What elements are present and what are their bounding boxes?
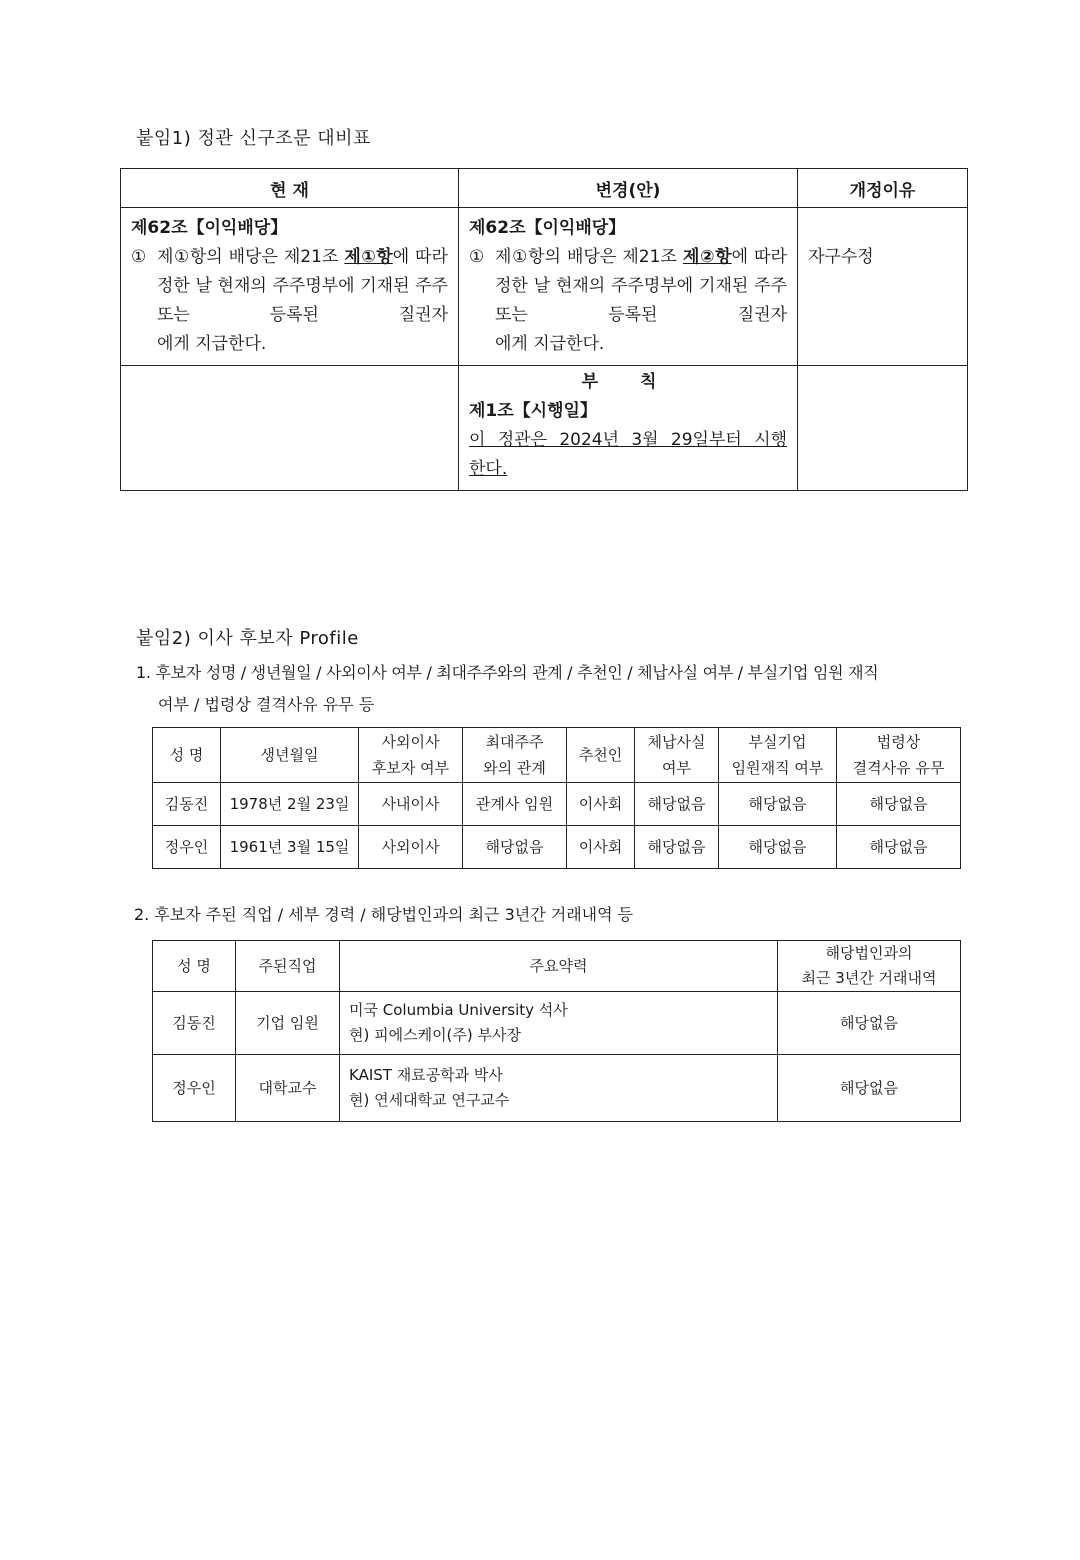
amended-para-text: 제①항의 배당은 제21조 제②항에 따라 정한 날 현재의 주주명부에 기재된 주주 또는 등록된 질권자 에게 지급한다. [495, 247, 787, 354]
cell-career: 미국 Columbia University 석사 현) 피에스케이(주) 부사장 [340, 992, 778, 1055]
col-header-tax-delinquency: 체납사실 여부 [635, 728, 719, 783]
candidate-career-table [152, 940, 961, 1122]
cell-name: 김동진 [153, 783, 221, 826]
attachment2-heading: 붙임2) 이사 후보자 Profile [136, 628, 359, 649]
header-current: 현 재 [121, 169, 459, 208]
item1-text-line1: 1. 후보자 성명 / 생년월일 / 사외이사 여부 / 최대주주와의 관계 / 추천인 / 체납사실 여부 / 부실기업 임원 재직 [136, 663, 879, 682]
cell-occupation: 기업 임원 [236, 992, 340, 1055]
cell-birthdate: 1961년 3월 15일 [221, 826, 359, 869]
cell-birthdate: 1978년 2월 23일 [221, 783, 359, 826]
current-article-title: 제62조【이익배당】 [131, 218, 288, 238]
candidate-profile-table [152, 727, 961, 869]
attachment1-heading: 붙임1) 정관 신구조문 대비표 [136, 128, 371, 149]
cell-disqualification: 해당없음 [837, 826, 961, 869]
col-header-disqualification: 법령상 결격사유 유무 [837, 728, 961, 783]
col-header-occupation: 주된직업 [236, 941, 340, 992]
reason-cell [798, 208, 968, 366]
current-article-cell [121, 208, 459, 366]
cell-career: KAIST 재료공학과 박사 현) 연세대학교 연구교수 [340, 1055, 778, 1122]
item1-text-line2: 여부 / 법령상 결격사유 유무 등 [158, 695, 375, 714]
cell-director-type: 사외이사 [359, 826, 463, 869]
cell-insolvent: 해당없음 [719, 826, 837, 869]
table-row [153, 1055, 961, 1122]
enforcement-text-line2: 한다. [469, 459, 508, 479]
amended-para-number: ① [469, 247, 485, 267]
current-bold-ref: 제①항 [344, 247, 393, 267]
cell-occupation: 대학교수 [236, 1055, 340, 1122]
header-amended: 변경(안) [459, 169, 798, 208]
supplementary-title: 부 칙 [581, 372, 675, 392]
current-para-text: 제①항의 배당은 제21조 제①항에 따라 정한 날 현재의 주주명부에 기재된 주주 또는 등록된 질권자 에게 지급한다. [157, 247, 448, 354]
articles-comparison-table [120, 168, 968, 491]
cell-disqualification: 해당없음 [837, 783, 961, 826]
amended-bold-ref: 제②항 [682, 247, 732, 267]
col-header-name: 성 명 [153, 941, 236, 992]
header-reason: 개정이유 [798, 169, 968, 208]
amended-article-title: 제62조【이익배당】 [469, 218, 626, 238]
cell-director-type: 사내이사 [359, 783, 463, 826]
item2-text: 2. 후보자 주된 직업 / 세부 경력 / 해당법인과의 최근 3년간 거래내역 등 [134, 905, 634, 924]
empty-current-cell [121, 366, 459, 491]
supplementary-cell [459, 366, 798, 491]
cell-insolvent: 해당없음 [719, 783, 837, 826]
cell-name: 정우인 [153, 1055, 236, 1122]
col-header-birthdate: 생년월일 [221, 728, 359, 783]
cell-recommender: 이사회 [567, 783, 635, 826]
cell-transaction-history: 해당없음 [778, 992, 961, 1055]
table-row [153, 992, 961, 1055]
cell-tax: 해당없음 [635, 826, 719, 869]
cell-name: 김동진 [153, 992, 236, 1055]
current-para-number: ① [131, 247, 147, 267]
cell-relation: 관계사 임원 [463, 783, 567, 826]
col-header-transaction-history: 해당법인과의 최근 3년간 거래내역 [778, 941, 961, 992]
reason-text: 자구수정 [808, 247, 874, 267]
table-row [153, 826, 961, 869]
enforcement-text-line1: 이 정관은 2024년 3월 29일부터 시행 [469, 430, 787, 450]
col-header-career: 주요약력 [340, 941, 778, 992]
col-header-shareholder-relation: 최대주주 와의 관계 [463, 728, 567, 783]
cell-tax: 해당없음 [635, 783, 719, 826]
col-header-name: 성 명 [153, 728, 221, 783]
empty-reason-cell [798, 366, 968, 491]
cell-recommender: 이사회 [567, 826, 635, 869]
col-header-recommender: 추천인 [567, 728, 635, 783]
amended-article-cell [459, 208, 798, 366]
cell-transaction-history: 해당없음 [778, 1055, 961, 1122]
enforcement-article-title: 제1조【시행일】 [469, 401, 597, 421]
col-header-outside-director: 사외이사 후보자 여부 [359, 728, 463, 783]
cell-relation: 해당없음 [463, 826, 567, 869]
table-row [153, 783, 961, 826]
col-header-insolvent-company: 부실기업 임원재직 여부 [719, 728, 837, 783]
cell-name: 정우인 [153, 826, 221, 869]
